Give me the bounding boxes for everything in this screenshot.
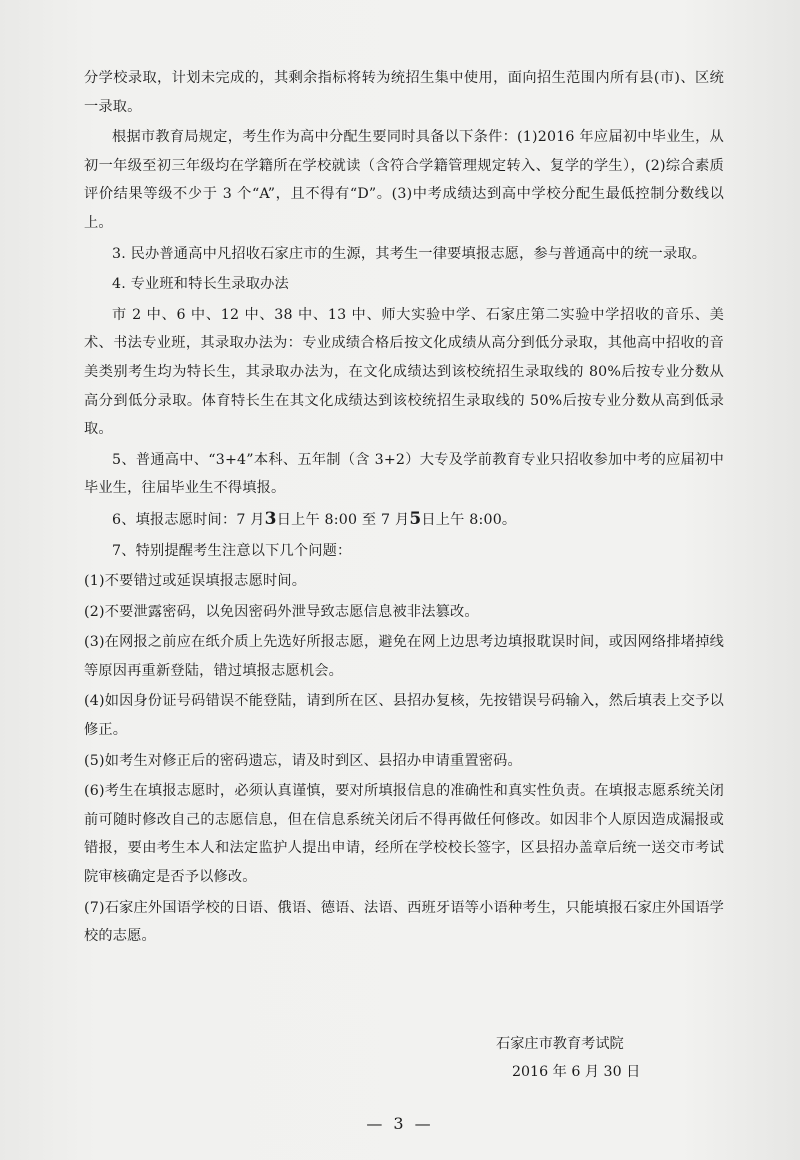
paragraph-heading: 4. 专业班和特长生录取办法 [112,276,289,293]
notice-item: (4)如因身份证号码错误不能登陆，请到所在区、县招办复核，先按错误号码输入，然后填表上交予以修正。 [84,693,724,739]
document-body [84,64,724,953]
paragraph: 根据市教育局规定，考生作为高中分配生要同时具备以下条件：(1)2016 年应届初中毕业生，从初一年级至初三年级均在学籍所在学校就读（含符合学籍管理规定转入、复学的学生），(2)综合素质评价结果等级不少于 3 个“A”，且不得有“D”。(3)中考成绩达到高中学校分配生最低控制分数线以上。 [84,129,724,231]
schedule-start-day: 3 [264,508,277,529]
notice-item: (2)不要泄露密码，以免因密码外泄导致志愿信息被非法篡改。 [84,603,479,620]
schedule-line [84,505,724,535]
paragraph: 5、普通高中、“3+4”本科、五年制（含 3+2）大专及学前教育专业只招收参加中考的应届初中毕业生，往届毕业生不得填报。 [84,451,724,497]
page-number: — 3 — [366,1114,434,1133]
notice-item: (1)不要错过或延误填报志愿时间。 [84,573,307,590]
notice-item: (6)考生在填报志愿时，必须认真谨慎，要对所填报信息的准确性和真实性负责。在填报志愿系统关闭前可随时修改自己的志愿信息，但在信息系统关闭后不得再做任何修改。如因非个人原因造成漏报或错报，要由考生本人和法定监护人提出申请，经所在学校校长签字，区县招办盖章后统一送交市考试院审核确定是否予以修改。 [84,783,724,886]
notice-item: (5)如考生对修正后的密码遗忘，请及时到区、县招办申请重置密码。 [84,752,522,769]
paragraph: 市 2 中、6 中、12 中、38 中、13 中、师大实验中学、石家庄第二实验中学招收的音乐、美术、书法专业班，其录取办法为：专业成绩合格后按文化成绩从高分到低分录取，其他高中招收的音美类别考生均为特长生，其录取办法为，在文化成绩达到该校统招生录取线的 80%后按专业分数从高分到低分录取。体育特长生在其文化成绩达到该校统招生录取线的 50%后按专业分数从高到低录取。 [84,306,724,438]
schedule-end-day: 5 [409,508,422,529]
schedule-mid: 日上午 8:00 至 7 月 [276,511,410,528]
issue-date: 2016 年 6 月 30 日 [512,1064,641,1080]
paragraph: 分学校录取，计划未完成的，其剩余指标将转为统招生集中使用，面向招生范围内所有县(市)、区统一录取。 [84,70,724,115]
notice-item: (7)石家庄外国语学校的日语、俄语、德语、法语、西班牙语等小语种考生，只能填报石家庄外国语学校的志愿。 [84,899,724,945]
schedule-suffix: 日上午 8:00。 [421,511,517,528]
issuing-organization: 石家庄市教育考试院 [496,1036,624,1052]
notice-item: (3)在网报之前应在纸介质上先选好所报志愿，避免在网上边思考边填报耽误时间，或因网络排堵掉线等原因再重新登陆，错过填报志愿机会。 [84,634,724,679]
schedule-prefix: 6、填报志愿时间：7 月 [112,511,265,528]
notice-heading: 7、特别提醒考生注意以下几个问题： [112,542,352,559]
paragraph: 3. 民办普通高中凡招收石家庄市的生源，其考生一律要填报志愿，参与普通高中的统一录取。 [112,245,707,262]
signature-block [496,1030,640,1086]
